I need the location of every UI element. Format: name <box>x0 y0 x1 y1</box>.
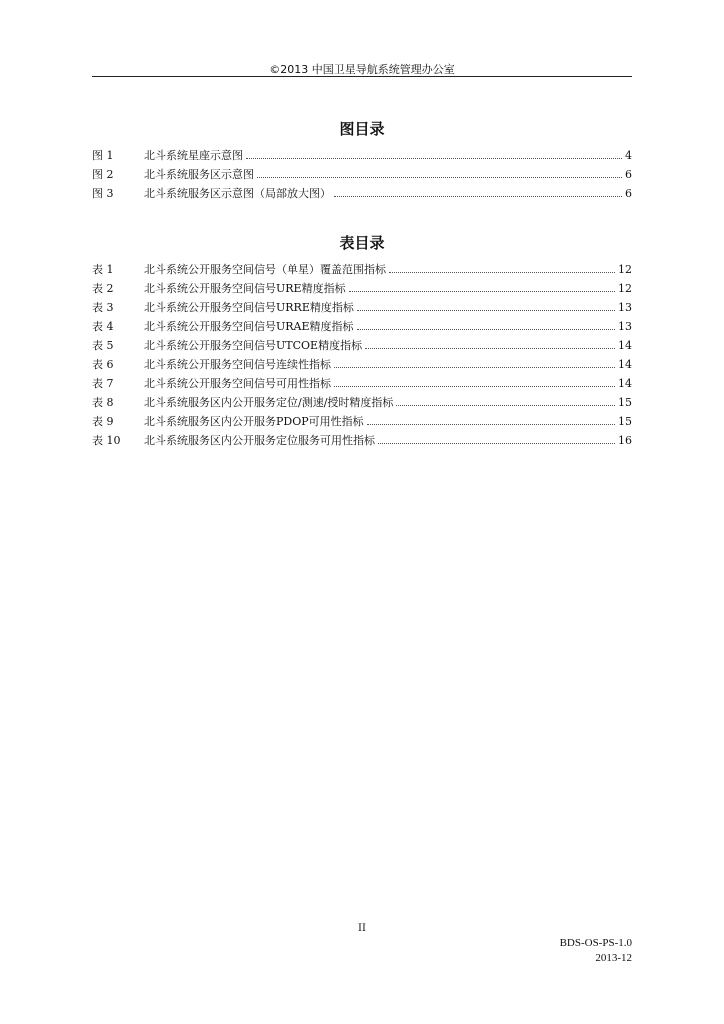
toc-leader-dots <box>357 329 615 330</box>
toc-entry-label: 表 4 <box>92 320 114 333</box>
toc-entry-page: 15 <box>618 415 632 428</box>
toc-entry-page: 6 <box>625 187 632 200</box>
toc-entry-page: 14 <box>618 339 632 352</box>
toc-leader-dots <box>389 272 615 273</box>
header-rule <box>92 76 632 77</box>
toc-entry[interactable] <box>92 299 632 318</box>
toc-leader-dots <box>349 291 615 292</box>
toc-entry[interactable] <box>92 185 632 204</box>
toc-entry-page: 13 <box>618 320 632 333</box>
toc-entry-label: 表 10 <box>92 434 121 447</box>
toc-leader-dots <box>357 310 615 311</box>
toc-entry[interactable] <box>92 166 632 185</box>
toc-leader-dots <box>396 405 615 406</box>
toc-entry-title: 北斗系统公开服务空间信号UTCOE精度指标 <box>144 339 363 352</box>
toc-entry[interactable] <box>92 280 632 299</box>
toc-leader-dots <box>378 443 615 444</box>
toc-entry-label: 表 9 <box>92 415 114 428</box>
toc-entry-label: 表 5 <box>92 339 114 352</box>
toc-entry-page: 12 <box>618 263 632 276</box>
toc-leader-dots <box>257 177 622 178</box>
tables-list <box>92 261 632 451</box>
page-header: ©2013 中国卫星导航系统管理办公室 <box>269 63 455 76</box>
toc-entry-title: 北斗系统星座示意图 <box>144 149 243 162</box>
toc-entry-label: 图 1 <box>92 149 114 162</box>
figures-list-title: 图目录 <box>339 120 385 138</box>
toc-leader-dots <box>334 386 615 387</box>
toc-entry-label: 图 2 <box>92 168 114 181</box>
toc-entry-page: 12 <box>618 282 632 295</box>
toc-leader-dots <box>334 196 622 197</box>
toc-leader-dots <box>367 424 615 425</box>
page-number: II <box>358 923 366 934</box>
toc-entry-title: 北斗系统服务区内公开服务PDOP可用性指标 <box>144 415 364 428</box>
toc-entry[interactable] <box>92 375 632 394</box>
toc-entry-label: 图 3 <box>92 187 114 200</box>
toc-leader-dots <box>246 158 622 159</box>
toc-entry-title: 北斗系统服务区内公开服务定位/测速/授时精度指标 <box>144 396 394 409</box>
toc-entry[interactable] <box>92 413 632 432</box>
toc-entry-title: 北斗系统服务区示意图（局部放大图） <box>144 187 331 200</box>
toc-leader-dots <box>334 367 615 368</box>
toc-entry-label: 表 8 <box>92 396 114 409</box>
toc-entry-label: 表 1 <box>92 263 114 276</box>
toc-entry[interactable] <box>92 318 632 337</box>
toc-entry-title: 北斗系统公开服务空间信号连续性指标 <box>144 358 331 371</box>
toc-entry[interactable] <box>92 394 632 413</box>
toc-entry-page: 14 <box>618 377 632 390</box>
toc-entry-title: 北斗系统公开服务空间信号URRE精度指标 <box>144 301 354 314</box>
figures-list <box>92 147 632 204</box>
document-id: BDS-OS-PS-1.0 <box>559 937 632 949</box>
toc-entry-title: 北斗系统公开服务空间信号URE精度指标 <box>144 282 346 295</box>
toc-entry-title: 北斗系统服务区示意图 <box>144 168 254 181</box>
toc-entry-title: 北斗系统公开服务空间信号URAE精度指标 <box>144 320 354 333</box>
toc-entry[interactable] <box>92 261 632 280</box>
tables-list-title: 表目录 <box>339 234 385 252</box>
toc-entry-title: 北斗系统服务区内公开服务定位服务可用性指标 <box>144 434 375 447</box>
toc-entry-label: 表 6 <box>92 358 114 371</box>
toc-entry-title: 北斗系统公开服务空间信号（单星）覆盖范围指标 <box>144 263 386 276</box>
toc-entry-page: 6 <box>625 168 632 181</box>
document-date: 2013-12 <box>595 952 632 964</box>
toc-entry[interactable] <box>92 147 632 166</box>
toc-entry-page: 14 <box>618 358 632 371</box>
toc-entry-label: 表 3 <box>92 301 114 314</box>
toc-entry[interactable] <box>92 356 632 375</box>
toc-entry-page: 15 <box>618 396 632 409</box>
toc-entry-page: 13 <box>618 301 632 314</box>
toc-leader-dots <box>365 348 615 349</box>
toc-entry-page: 16 <box>618 434 632 447</box>
toc-entry-page: 4 <box>625 149 632 162</box>
toc-entry-label: 表 7 <box>92 377 114 390</box>
toc-entry-label: 表 2 <box>92 282 114 295</box>
page-footer <box>560 936 632 966</box>
toc-entry[interactable] <box>92 432 632 451</box>
toc-entry[interactable] <box>92 337 632 356</box>
toc-entry-title: 北斗系统公开服务空间信号可用性指标 <box>144 377 331 390</box>
